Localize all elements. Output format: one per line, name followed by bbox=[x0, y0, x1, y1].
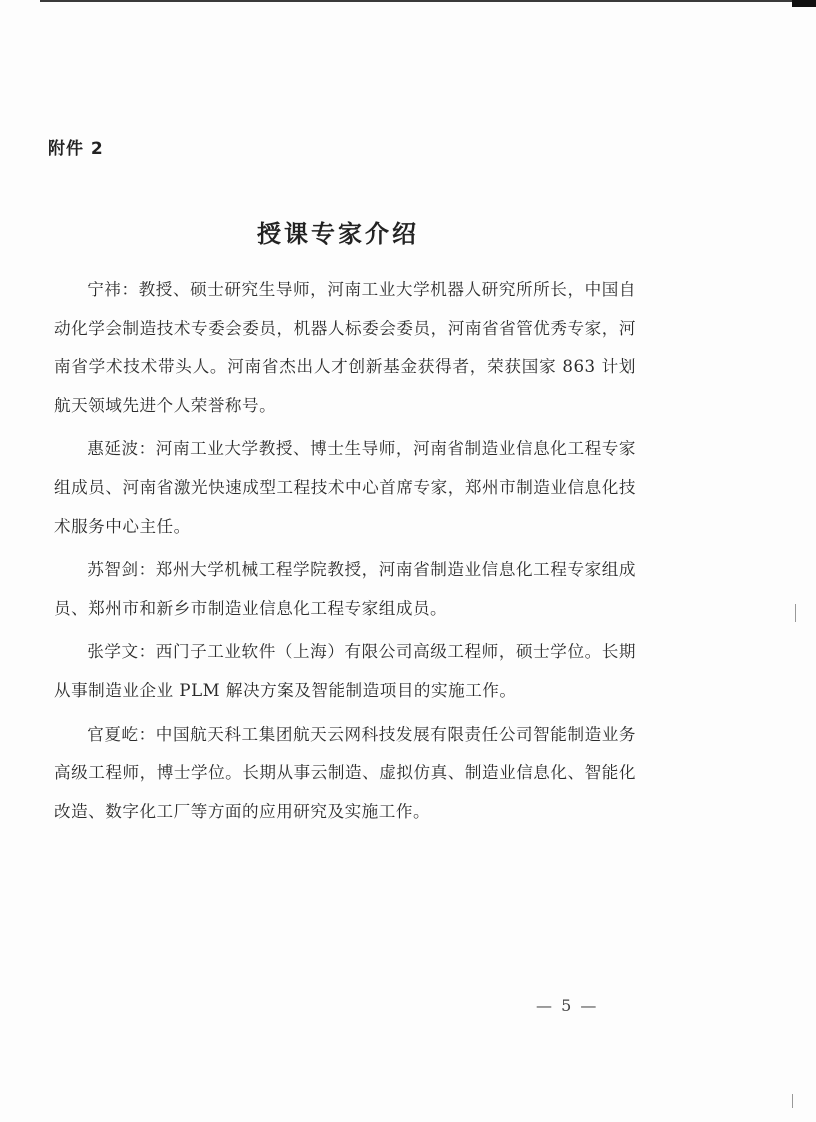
scan-corner-mark bbox=[792, 0, 816, 7]
scan-stray-mark bbox=[795, 604, 796, 622]
page-number: — 5 — bbox=[536, 996, 599, 1015]
expert-bio-guan-xiayi: 官夏屹：中国航天科工集团航天云网科技发展有限责任公司智能制造业务高级工程师，博士学位。长期从事云制造、虚拟仿真、制造业信息化、智能化改造、数字化工厂等方面的应用研究及实施工作。 bbox=[54, 724, 636, 821]
document-body bbox=[54, 271, 636, 836]
expert-bio-zhang-xuewen: 张学文：西门子工业软件（上海）有限公司高级工程师，硕士学位。长期从事制造业企业 PLM 解决方案及智能制造项目的实施工作。 bbox=[54, 642, 636, 700]
expert-bio-hui-yanbo: 惠延波：河南工业大学教授、博士生导师，河南省制造业信息化工程专家组成员、河南省激光快速成型工程技术中心首席专家，郑州市制造业信息化技术服务中心主任。 bbox=[54, 439, 636, 536]
scan-top-edge bbox=[40, 0, 796, 2]
document-title: 授课专家介绍 bbox=[257, 220, 419, 248]
attachment-label: 附件 2 bbox=[48, 139, 104, 159]
expert-bio-ning-wei: 宁祎：教授、硕士研究生导师，河南工业大学机器人研究所所长，中国自动化学会制造技术专委会委员，机器人标委会委员，河南省省管优秀专家，河南省学术技术带头人。河南省杰出人才创新基金获得者，荣获国家 863 计划航天领域先进个人荣誉称号。 bbox=[54, 280, 636, 415]
expert-bio-su-zhijian: 苏智剑：郑州大学机械工程学院教授，河南省制造业信息化工程专家组成员、郑州市和新乡市制造业信息化工程专家组成员。 bbox=[54, 560, 636, 618]
scan-stray-mark bbox=[792, 1094, 793, 1108]
